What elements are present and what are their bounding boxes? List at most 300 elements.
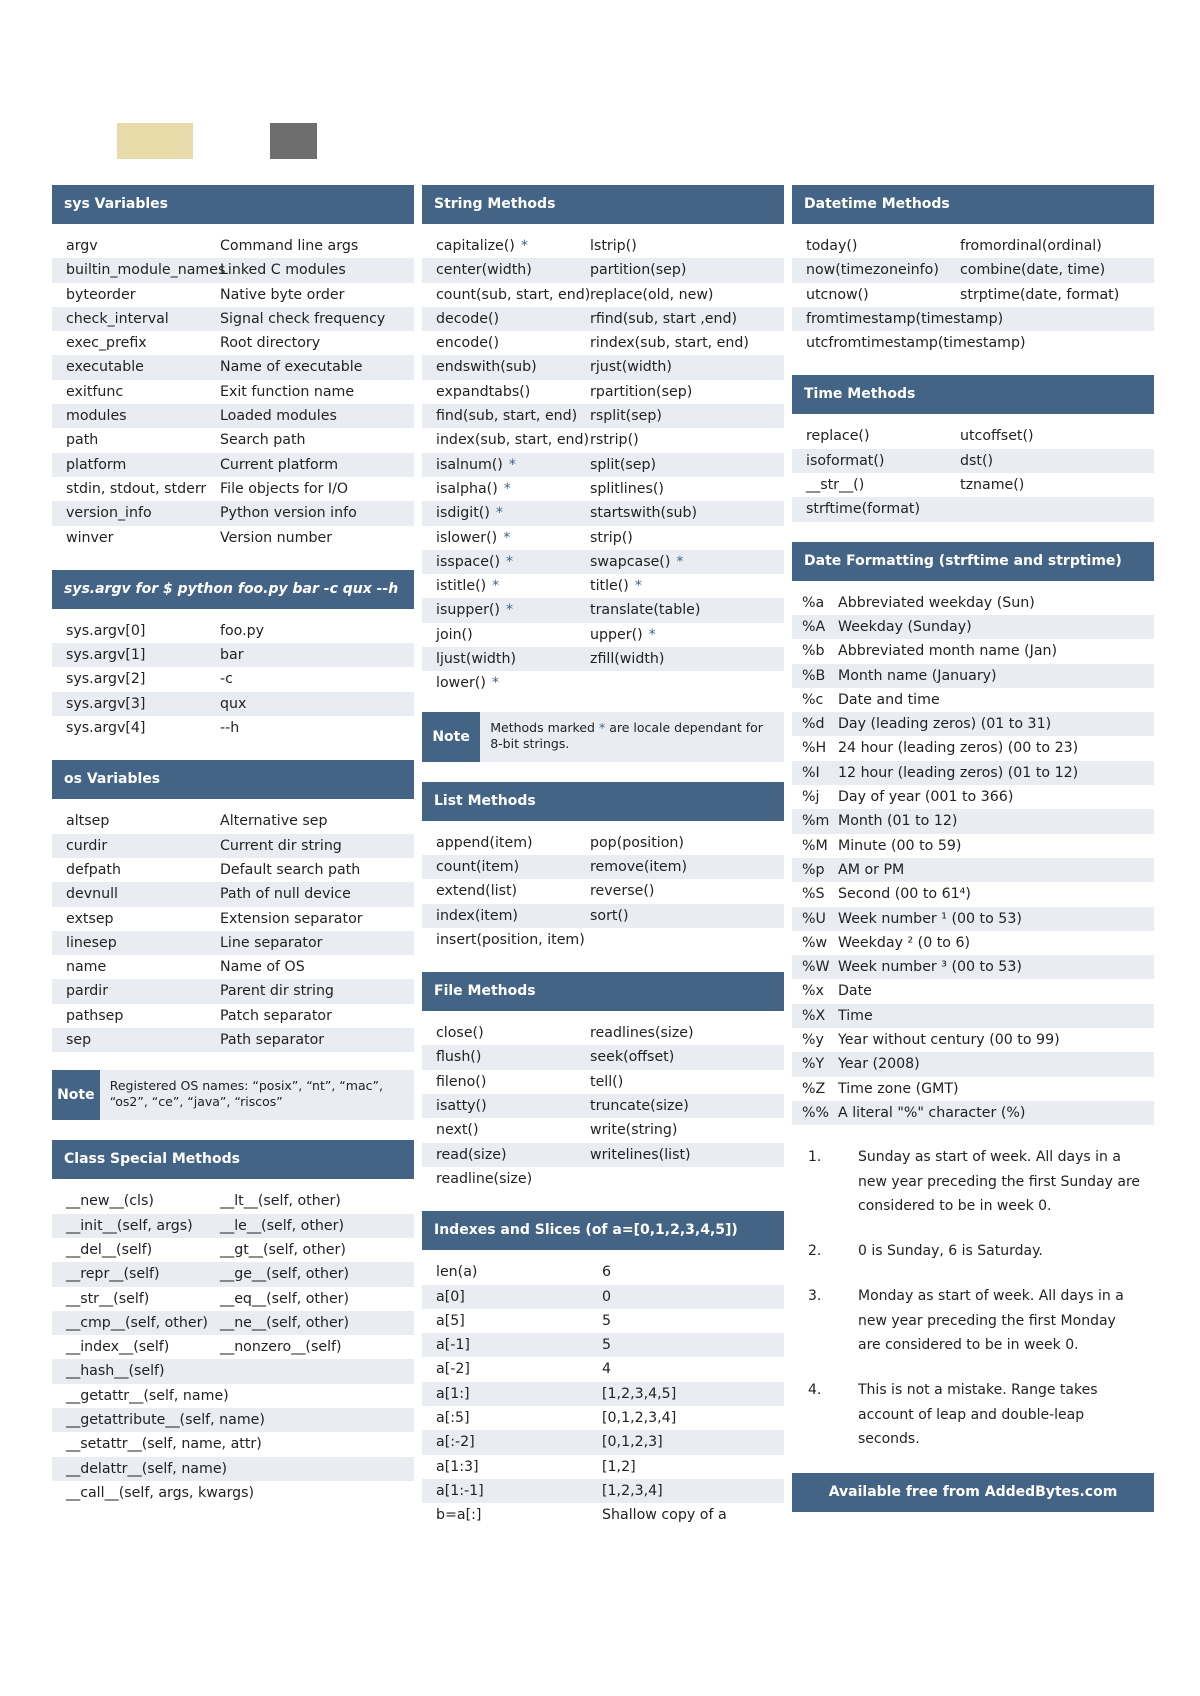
row-key: %d — [802, 716, 825, 733]
section-header: List Methods — [422, 782, 784, 821]
row-key: %H — [802, 740, 827, 757]
row-value: remove(item) — [590, 858, 687, 875]
table-row — [792, 331, 1154, 355]
row-key: __delattr__(self, name) — [66, 1460, 228, 1477]
row-value: __ne__(self, other) — [220, 1314, 350, 1331]
row-key: check_interval — [66, 310, 169, 327]
row-key: %m — [802, 813, 830, 830]
row-key: isatty() — [436, 1098, 487, 1115]
table-row — [422, 904, 784, 928]
row-key: flush() — [436, 1049, 482, 1066]
table-row — [792, 473, 1154, 497]
table-row — [52, 1238, 414, 1262]
row-key: replace() — [806, 428, 870, 445]
row-value — [220, 1408, 414, 1432]
method-cell — [590, 550, 784, 574]
row-key: a[-2] — [436, 1361, 470, 1378]
footnote-number: 3. — [808, 1288, 822, 1305]
row-key: __del__(self) — [66, 1241, 153, 1258]
row-key: today() — [806, 238, 858, 254]
method-cell — [590, 671, 784, 695]
table-row — [792, 931, 1154, 955]
section-header: sys.argv for $ python foo.py bar -c qux --h — [52, 570, 414, 609]
method-name: splitlines() — [590, 480, 664, 497]
row-key: isoformat() — [806, 452, 885, 469]
row-value — [960, 307, 1154, 331]
row-value: Command line args — [220, 238, 359, 254]
row-key: path — [66, 432, 99, 449]
row-value: sort() — [590, 907, 629, 924]
file-methods-table — [422, 1021, 784, 1191]
row-value: [1,2] — [602, 1458, 636, 1475]
row-key: a[-1] — [436, 1337, 470, 1354]
date-formatting-section — [792, 542, 1154, 1126]
row-key: a[:5] — [436, 1409, 470, 1426]
row-value: __nonzero__(self) — [220, 1339, 342, 1356]
row-value: Day of year (001 to 366) — [838, 789, 1014, 806]
row-value: combine(date, time) — [960, 262, 1106, 279]
row-key: stdin, stdout, stderr — [66, 480, 207, 497]
row-key: __call__(self, args, kwargs) — [66, 1484, 255, 1501]
table-row — [422, 1118, 784, 1142]
method-cell — [590, 355, 784, 379]
row-value: readlines(size) — [590, 1025, 694, 1042]
table-row — [52, 643, 414, 667]
method-cell — [422, 380, 590, 404]
method-name: istitle() — [436, 578, 487, 595]
row-value: Name of executable — [220, 359, 363, 376]
row-value: [0,1,2,3,4] — [602, 1409, 677, 1426]
time-methods-table — [792, 424, 1154, 521]
method-cell — [590, 428, 784, 452]
method-name: lstrip() — [590, 238, 637, 254]
method-cell — [422, 355, 590, 379]
row-key: sys.argv[3] — [66, 695, 146, 712]
table-row — [52, 1384, 414, 1408]
method-cell — [590, 258, 784, 282]
row-value: Weekday ² (0 to 6) — [838, 934, 971, 951]
row-key: %% — [802, 1104, 829, 1121]
method-name: zfill(width) — [590, 651, 665, 668]
row-key: %Z — [802, 1080, 826, 1097]
table-row — [52, 355, 414, 379]
method-name: partition(sep) — [590, 262, 687, 279]
method-cell — [422, 623, 590, 647]
os-note — [52, 1070, 414, 1120]
row-key: __new__(cls) — [66, 1193, 154, 1210]
table-row — [422, 1285, 784, 1309]
method-name: encode() — [436, 335, 500, 352]
method-name: ljust(width) — [436, 651, 517, 668]
row-value: reverse() — [590, 883, 655, 900]
star-marker: * — [491, 675, 499, 692]
table-row — [792, 809, 1154, 833]
method-cell — [590, 501, 784, 525]
row-key: sys.argv[4] — [66, 720, 146, 737]
table-row — [422, 477, 784, 501]
star-marker: * — [648, 626, 656, 643]
table-row — [422, 1406, 784, 1430]
star-marker: * — [508, 456, 516, 473]
method-cell — [590, 453, 784, 477]
row-key: utcfromtimestamp(timestamp) — [806, 335, 1026, 352]
star-marker: * — [676, 553, 684, 570]
table-row — [52, 858, 414, 882]
table-row — [52, 1335, 414, 1359]
sys-argv-table — [52, 619, 414, 740]
table-row — [792, 497, 1154, 521]
row-key: %a — [802, 594, 825, 611]
row-key: extsep — [66, 910, 114, 927]
row-key: a[0] — [436, 1288, 465, 1305]
color-swatch-tan — [117, 123, 193, 159]
table-row — [52, 258, 414, 282]
table-row — [422, 1045, 784, 1069]
table-row — [52, 477, 414, 501]
table-row — [422, 831, 784, 855]
table-row — [52, 809, 414, 833]
method-cell — [422, 501, 590, 525]
row-key: winver — [66, 529, 114, 546]
footnote-text: 0 is Sunday, 6 is Saturday. — [858, 1243, 1043, 1260]
star-marker: * — [520, 238, 528, 254]
row-key: fileno() — [436, 1073, 487, 1090]
method-name: count(sub, start, end) — [436, 286, 591, 303]
table-row — [52, 1457, 414, 1481]
color-swatch-gray — [270, 123, 317, 159]
note-text-after: are locale dependant for 8-bit strings. — [490, 719, 763, 751]
table-row — [792, 591, 1154, 615]
row-key: %y — [802, 1032, 824, 1049]
table-row — [422, 671, 784, 695]
table-row — [52, 1311, 414, 1335]
method-name: replace(old, new) — [590, 286, 714, 303]
method-cell — [422, 428, 590, 452]
table-row — [52, 1004, 414, 1028]
row-value: Day (leading zeros) (01 to 31) — [838, 716, 1052, 733]
footnote-number: 1. — [808, 1149, 822, 1166]
row-value: Month (01 to 12) — [838, 813, 958, 830]
row-value: Week number ³ (00 to 53) — [838, 959, 1022, 976]
note-text — [480, 712, 784, 762]
section-header: Class Special Methods — [52, 1140, 414, 1179]
row-value: Shallow copy of a — [602, 1507, 727, 1524]
row-value: Root directory — [220, 335, 321, 352]
row-value — [220, 1432, 414, 1456]
section-header: sys Variables — [52, 185, 414, 224]
row-key: sys.argv[0] — [66, 622, 146, 639]
table-row — [792, 307, 1154, 331]
method-cell — [590, 623, 784, 647]
row-value: Path of null device — [220, 886, 351, 903]
row-key: executable — [66, 359, 144, 376]
table-row — [52, 716, 414, 740]
method-name: isalnum() — [436, 456, 503, 473]
table-row — [422, 404, 784, 428]
row-key: a[:-2] — [436, 1434, 475, 1451]
section-header: Time Methods — [792, 375, 1154, 414]
row-value: 0 — [602, 1288, 612, 1305]
method-name: center(width) — [436, 262, 532, 279]
method-cell — [422, 404, 590, 428]
table-row — [422, 1333, 784, 1357]
table-row — [52, 1287, 414, 1311]
row-value: 12 hour (leading zeros) (01 to 12) — [838, 764, 1079, 781]
string-note — [422, 712, 784, 762]
row-value: 5 — [602, 1312, 612, 1329]
table-row — [422, 1503, 784, 1527]
section-header: Datetime Methods — [792, 185, 1154, 224]
method-name: lower() — [436, 675, 486, 692]
method-name: rpartition(sep) — [590, 383, 693, 400]
row-value: Week number ¹ (00 to 53) — [838, 910, 1022, 927]
table-row — [52, 234, 414, 258]
row-value — [590, 928, 784, 952]
row-value: seek(offset) — [590, 1049, 675, 1066]
section-header: Indexes and Slices (of a=[0,1,2,3,4,5]) — [422, 1211, 784, 1250]
row-value: Abbreviated weekday (Sun) — [838, 594, 1035, 611]
row-key: version_info — [66, 505, 152, 522]
row-key: %S — [802, 886, 825, 903]
row-key: builtin_module_names — [66, 262, 226, 279]
table-row — [792, 858, 1154, 882]
table-row — [422, 1479, 784, 1503]
table-row — [422, 453, 784, 477]
row-key: %j — [802, 789, 820, 806]
row-value: 4 — [602, 1361, 612, 1378]
table-row — [52, 955, 414, 979]
method-cell — [422, 258, 590, 282]
method-cell — [422, 453, 590, 477]
table-row — [422, 283, 784, 307]
method-name: decode() — [436, 310, 500, 327]
method-name: rsplit(sep) — [590, 408, 662, 425]
row-value: __le__(self, other) — [220, 1217, 344, 1234]
star-marker: * — [634, 578, 642, 595]
row-key: %p — [802, 861, 825, 878]
row-value: Date — [838, 983, 872, 1000]
row-key: a[1:] — [436, 1385, 470, 1402]
row-value — [590, 1167, 784, 1191]
table-row — [422, 879, 784, 903]
row-value: Weekday (Sunday) — [838, 618, 972, 635]
row-value — [220, 1457, 414, 1481]
method-cell — [590, 477, 784, 501]
row-value: Path separator — [220, 1032, 325, 1049]
row-key: argv — [66, 238, 98, 254]
row-key: __str__(self) — [66, 1290, 150, 1307]
row-key: %W — [802, 959, 830, 976]
table-row — [792, 424, 1154, 448]
row-value — [220, 1481, 414, 1505]
star-marker: * — [503, 529, 511, 546]
method-name: rjust(width) — [590, 359, 672, 376]
footnote-text: Sunday as start of week. All days in a new year preceding the first Sunday are considered to be in week 0. — [858, 1149, 1141, 1214]
os-variables-section — [52, 760, 414, 1052]
row-key: modules — [66, 408, 127, 425]
table-row — [422, 1357, 784, 1381]
row-value: pop(position) — [590, 834, 684, 851]
row-value: Parent dir string — [220, 983, 334, 1000]
section-header: File Methods — [422, 972, 784, 1011]
table-row — [422, 623, 784, 647]
row-value: Extension separator — [220, 910, 363, 927]
method-name: strip() — [590, 529, 633, 546]
row-value: __lt__(self, other) — [220, 1193, 341, 1210]
table-row — [792, 258, 1154, 282]
row-value: [0,1,2,3] — [602, 1434, 663, 1451]
table-row — [422, 428, 784, 452]
row-value: Python version info — [220, 505, 357, 522]
method-cell — [590, 307, 784, 331]
method-name: startswith(sub) — [590, 505, 697, 522]
row-key: read(size) — [436, 1146, 507, 1163]
row-value: Loaded modules — [220, 408, 337, 425]
table-row — [422, 928, 784, 952]
table-row — [422, 526, 784, 550]
row-key: a[1:3] — [436, 1458, 479, 1475]
row-key: pathsep — [66, 1007, 124, 1024]
note-label: Note — [422, 712, 480, 762]
method-cell — [422, 574, 590, 598]
table-row — [422, 234, 784, 258]
row-key: strftime(format) — [806, 501, 920, 518]
row-key: sys.argv[1] — [66, 647, 146, 664]
method-cell — [590, 380, 784, 404]
table-row — [422, 1382, 784, 1406]
method-name: islower() — [436, 529, 498, 546]
table-row — [422, 550, 784, 574]
star-marker: * — [506, 553, 514, 570]
row-key: %c — [802, 691, 824, 708]
row-value: __ge__(self, other) — [220, 1266, 350, 1283]
datetime-methods-table — [792, 234, 1154, 355]
method-cell — [590, 647, 784, 671]
row-key: close() — [436, 1025, 484, 1042]
row-value: 5 — [602, 1337, 612, 1354]
method-name: capitalize() — [436, 238, 515, 254]
table-row — [422, 1167, 784, 1191]
table-row — [792, 1028, 1154, 1052]
method-name: index(sub, start, end) — [436, 432, 590, 449]
footnote — [792, 1284, 1154, 1357]
row-value: dst() — [960, 452, 994, 469]
table-row — [52, 1408, 414, 1432]
table-row — [52, 1214, 414, 1238]
sys-argv-section — [52, 570, 414, 740]
table-row — [52, 667, 414, 691]
row-value: tzname() — [960, 477, 1025, 494]
table-row — [792, 736, 1154, 760]
table-row — [52, 526, 414, 550]
table-row — [52, 882, 414, 906]
note-text-before: Methods marked — [490, 719, 595, 735]
row-value: Linked C modules — [220, 262, 346, 279]
row-value: Current dir string — [220, 837, 342, 854]
method-cell — [422, 331, 590, 355]
row-key: %U — [802, 910, 826, 927]
table-row — [52, 834, 414, 858]
table-row — [792, 882, 1154, 906]
row-value: [1,2,3,4,5] — [602, 1385, 677, 1402]
table-row — [422, 1094, 784, 1118]
table-row — [422, 380, 784, 404]
row-value: --h — [220, 720, 240, 737]
sys-variables-section — [52, 185, 414, 550]
table-row — [422, 855, 784, 879]
row-key: count(item) — [436, 858, 520, 875]
row-key: %x — [802, 983, 824, 1000]
row-value: strptime(date, format) — [960, 286, 1120, 303]
indexes-table — [422, 1260, 784, 1527]
section-header: Date Formatting (strftime and strptime) — [792, 542, 1154, 581]
footnote — [792, 1145, 1154, 1218]
row-key: len(a) — [436, 1264, 478, 1281]
row-key: a[5] — [436, 1312, 465, 1329]
row-key: %A — [802, 618, 826, 635]
datetime-methods-section — [792, 185, 1154, 355]
table-row — [52, 428, 414, 452]
row-key: __repr__(self) — [66, 1266, 160, 1283]
row-value — [220, 1384, 414, 1408]
table-row — [422, 574, 784, 598]
time-methods-section — [792, 375, 1154, 521]
table-row — [52, 404, 414, 428]
column-left — [52, 185, 414, 1525]
table-row — [422, 258, 784, 282]
row-key: altsep — [66, 813, 110, 830]
table-row — [422, 355, 784, 379]
table-row — [792, 234, 1154, 258]
footnote-number: 4. — [808, 1382, 822, 1399]
file-methods-section — [422, 972, 784, 1191]
table-row — [792, 664, 1154, 688]
row-value: A literal "%" character (%) — [838, 1104, 1026, 1121]
table-row — [422, 501, 784, 525]
note-text: Registered OS names: “posix”, “nt”, “mac”, “os2”, “ce”, “java”, “riscos” — [109, 1078, 383, 1110]
row-value: 24 hour (leading zeros) (00 to 23) — [838, 740, 1079, 757]
table-row — [792, 761, 1154, 785]
row-key: %B — [802, 667, 826, 684]
method-name: endswith(sub) — [436, 359, 537, 376]
row-value: __eq__(self, other) — [220, 1290, 350, 1307]
method-cell — [590, 574, 784, 598]
row-key: %M — [802, 837, 828, 854]
row-value: Year without century (00 to 99) — [838, 1032, 1060, 1049]
row-key: %X — [802, 1007, 826, 1024]
table-row — [792, 283, 1154, 307]
row-value: [1,2,3,4] — [602, 1482, 663, 1499]
row-key: index(item) — [436, 907, 518, 924]
table-row — [792, 907, 1154, 931]
row-key: append(item) — [436, 834, 533, 851]
row-value: Alternative sep — [220, 813, 328, 830]
method-cell — [422, 647, 590, 671]
row-value: bar — [220, 647, 244, 664]
row-key: now(timezoneinfo) — [806, 262, 939, 279]
table-row — [792, 1052, 1154, 1076]
table-row — [792, 449, 1154, 473]
list-methods-section — [422, 782, 784, 952]
method-cell — [422, 283, 590, 307]
row-value: Name of OS — [220, 959, 305, 976]
table-row — [422, 1070, 784, 1094]
method-cell — [422, 234, 590, 258]
row-key: insert(position, item) — [436, 931, 585, 948]
date-formatting-table — [792, 591, 1154, 1126]
table-row — [52, 380, 414, 404]
method-cell — [590, 234, 784, 258]
